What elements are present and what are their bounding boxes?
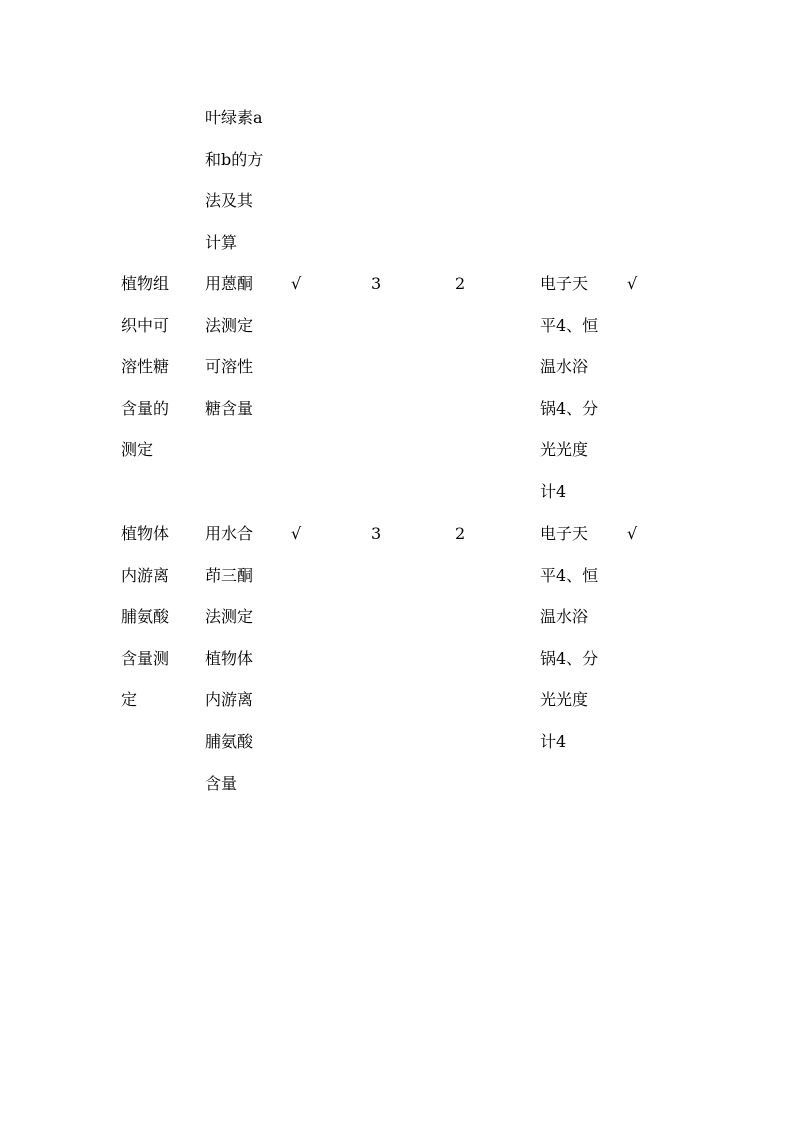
check-mark-cell: √	[291, 274, 302, 293]
experiment-method-cell: 用水合 茚三酮 法测定 植物体 内游离 脯氨酸 含量	[205, 524, 254, 793]
equipment-cell: 电子天 平4、恒 温水浴 锅4、分 光光度 计4	[540, 274, 599, 501]
equipment-cell: 电子天 平4、恒 温水浴 锅4、分 光光度 计4	[540, 524, 599, 751]
table-row	[0, 263, 794, 513]
count-cell: 3	[371, 274, 382, 293]
count-cell: 2	[455, 524, 466, 543]
experiment-method-cell: 叶绿素a 和b的方 法及其 计算	[205, 108, 264, 252]
experiment-name-cell: 植物组 织中可 溶性糖 含量的 测定	[121, 274, 170, 460]
experiment-name-cell: 植物体 内游离 脯氨酸 含量测 定	[121, 524, 170, 710]
check-mark-cell: √	[291, 524, 302, 543]
table-row	[0, 97, 794, 265]
experiment-method-cell: 用蒽酮 法测定 可溶性 糖含量	[205, 274, 254, 418]
check-mark-cell: √	[627, 524, 638, 543]
table-row	[0, 513, 794, 805]
count-cell: 3	[371, 524, 382, 543]
check-mark-cell: √	[627, 274, 638, 293]
count-cell: 2	[455, 274, 466, 293]
